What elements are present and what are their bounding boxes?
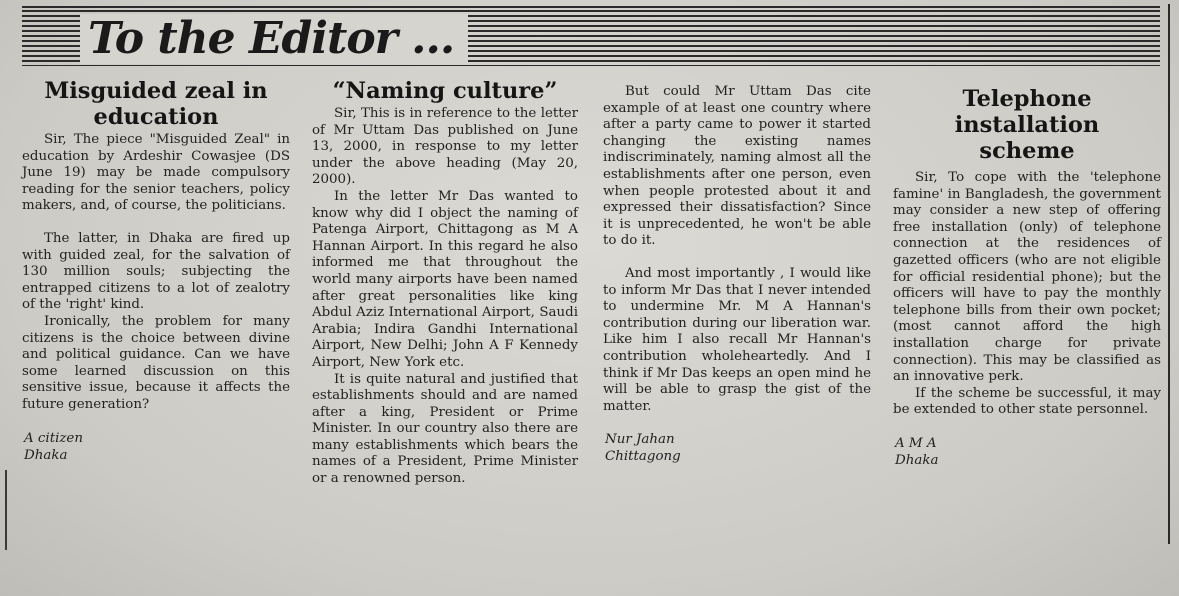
letter-paragraph: It is quite natural and justified that establishments should and are named after a king, President or Prime Minister. In our country also there are many establishments which bears the names of a President, Prime Minister or a renowned person.	[312, 371, 578, 487]
signature-name: A M A	[895, 435, 937, 451]
letter-signature	[603, 431, 871, 465]
letter-headline: Telephone installation scheme	[954, 86, 1100, 164]
letter-headline: Misguided zeal in education	[44, 78, 268, 130]
signature-name: Nur Jahan	[605, 432, 675, 448]
letter-naming-culture	[312, 78, 578, 488]
letter-signature	[22, 430, 290, 464]
letter-paragraph: Ironically, the problem for many citizens is the choice between divine and political guidance. Can we have some learned discussion on this sensitive issue, because it affects the future generation?	[22, 313, 290, 412]
signature-place: Dhaka	[895, 452, 939, 468]
letter-headline: “Naming culture”	[332, 78, 558, 104]
letter-telephone-scheme	[893, 86, 1161, 469]
letter-paragraph: Sir, The piece "Misguided Zeal" in education by Ardeshir Cowasjee (DS June 19) may be made compulsory reading for the senior teachers, policy makers, and, of course, the politicians.	[22, 132, 290, 214]
letter-paragraph: If the scheme be successful, it may be extended to other state personnel.	[893, 385, 1161, 418]
letter-paragraph: Sir, To cope with the 'telephone famine' in Bangladesh, the government may consider a new step of offering free installation (only) of telephone connection at the residences of gazetted officers (who are not eligible for official residential phone); but the officers will have to pay the monthly telephone bills from their own pocket; (most cannot afford the high installation charge for private connection). This may be classified as an innovative perk.	[893, 170, 1161, 385]
signature-place: Chittagong	[605, 449, 681, 465]
letter-paragraph: And most importantly , I would like to inform Mr Das that I never intended to undermine Mr. M A Hannan's contribution during our liberation war. Like him I also recall Mr Hannan's contribution wholeheartedly. And I think if Mr Das keeps an open mind he will be able to grasp the gist of the matter.	[603, 265, 871, 414]
letter-paragraph: But could Mr Uttam Das cite example of at least one country where after a party came to power it started changing the existing names indiscriminately, naming almost all the establishments after one person, even when people protested about it and expressed their dissatisfaction? Since it is unprecedented, he won't be able to do it.	[603, 84, 871, 249]
letter-naming-culture-continued	[603, 84, 871, 465]
signature-place: Dhaka	[24, 447, 68, 463]
section-title: To the Editor ...	[80, 14, 468, 64]
letter-signature	[893, 435, 1161, 469]
masthead	[22, 10, 1160, 66]
left-rule	[5, 470, 7, 550]
letter-paragraph: In the letter Mr Das wanted to know why did I object the naming of Patenga Airport, Chittagong as M A Hannan Airport. In this regard he also informed me that throughout the world many airports have been named after great personalities like king Abdul Aziz International Airport, Saudi Arabia; Indira Gandhi International Airport, New Delhi; John A F Kennedy Airport, New York etc.	[312, 188, 578, 370]
signature-name: A citizen	[24, 430, 83, 446]
right-rule	[1168, 4, 1170, 544]
letter-paragraph: The latter, in Dhaka are fired up with guided zeal, for the salvation of 130 million souls; subjecting the entrapped citizens to a lot of zealotry of the 'right' kind.	[22, 230, 290, 313]
letter-misguided-zeal	[22, 78, 290, 464]
top-rule	[22, 6, 1160, 8]
letter-paragraph: Sir, This is in reference to the letter of Mr Uttam Das published on June 13, 2000, in response to my letter under the above heading (May 20, 2000).	[312, 106, 578, 188]
